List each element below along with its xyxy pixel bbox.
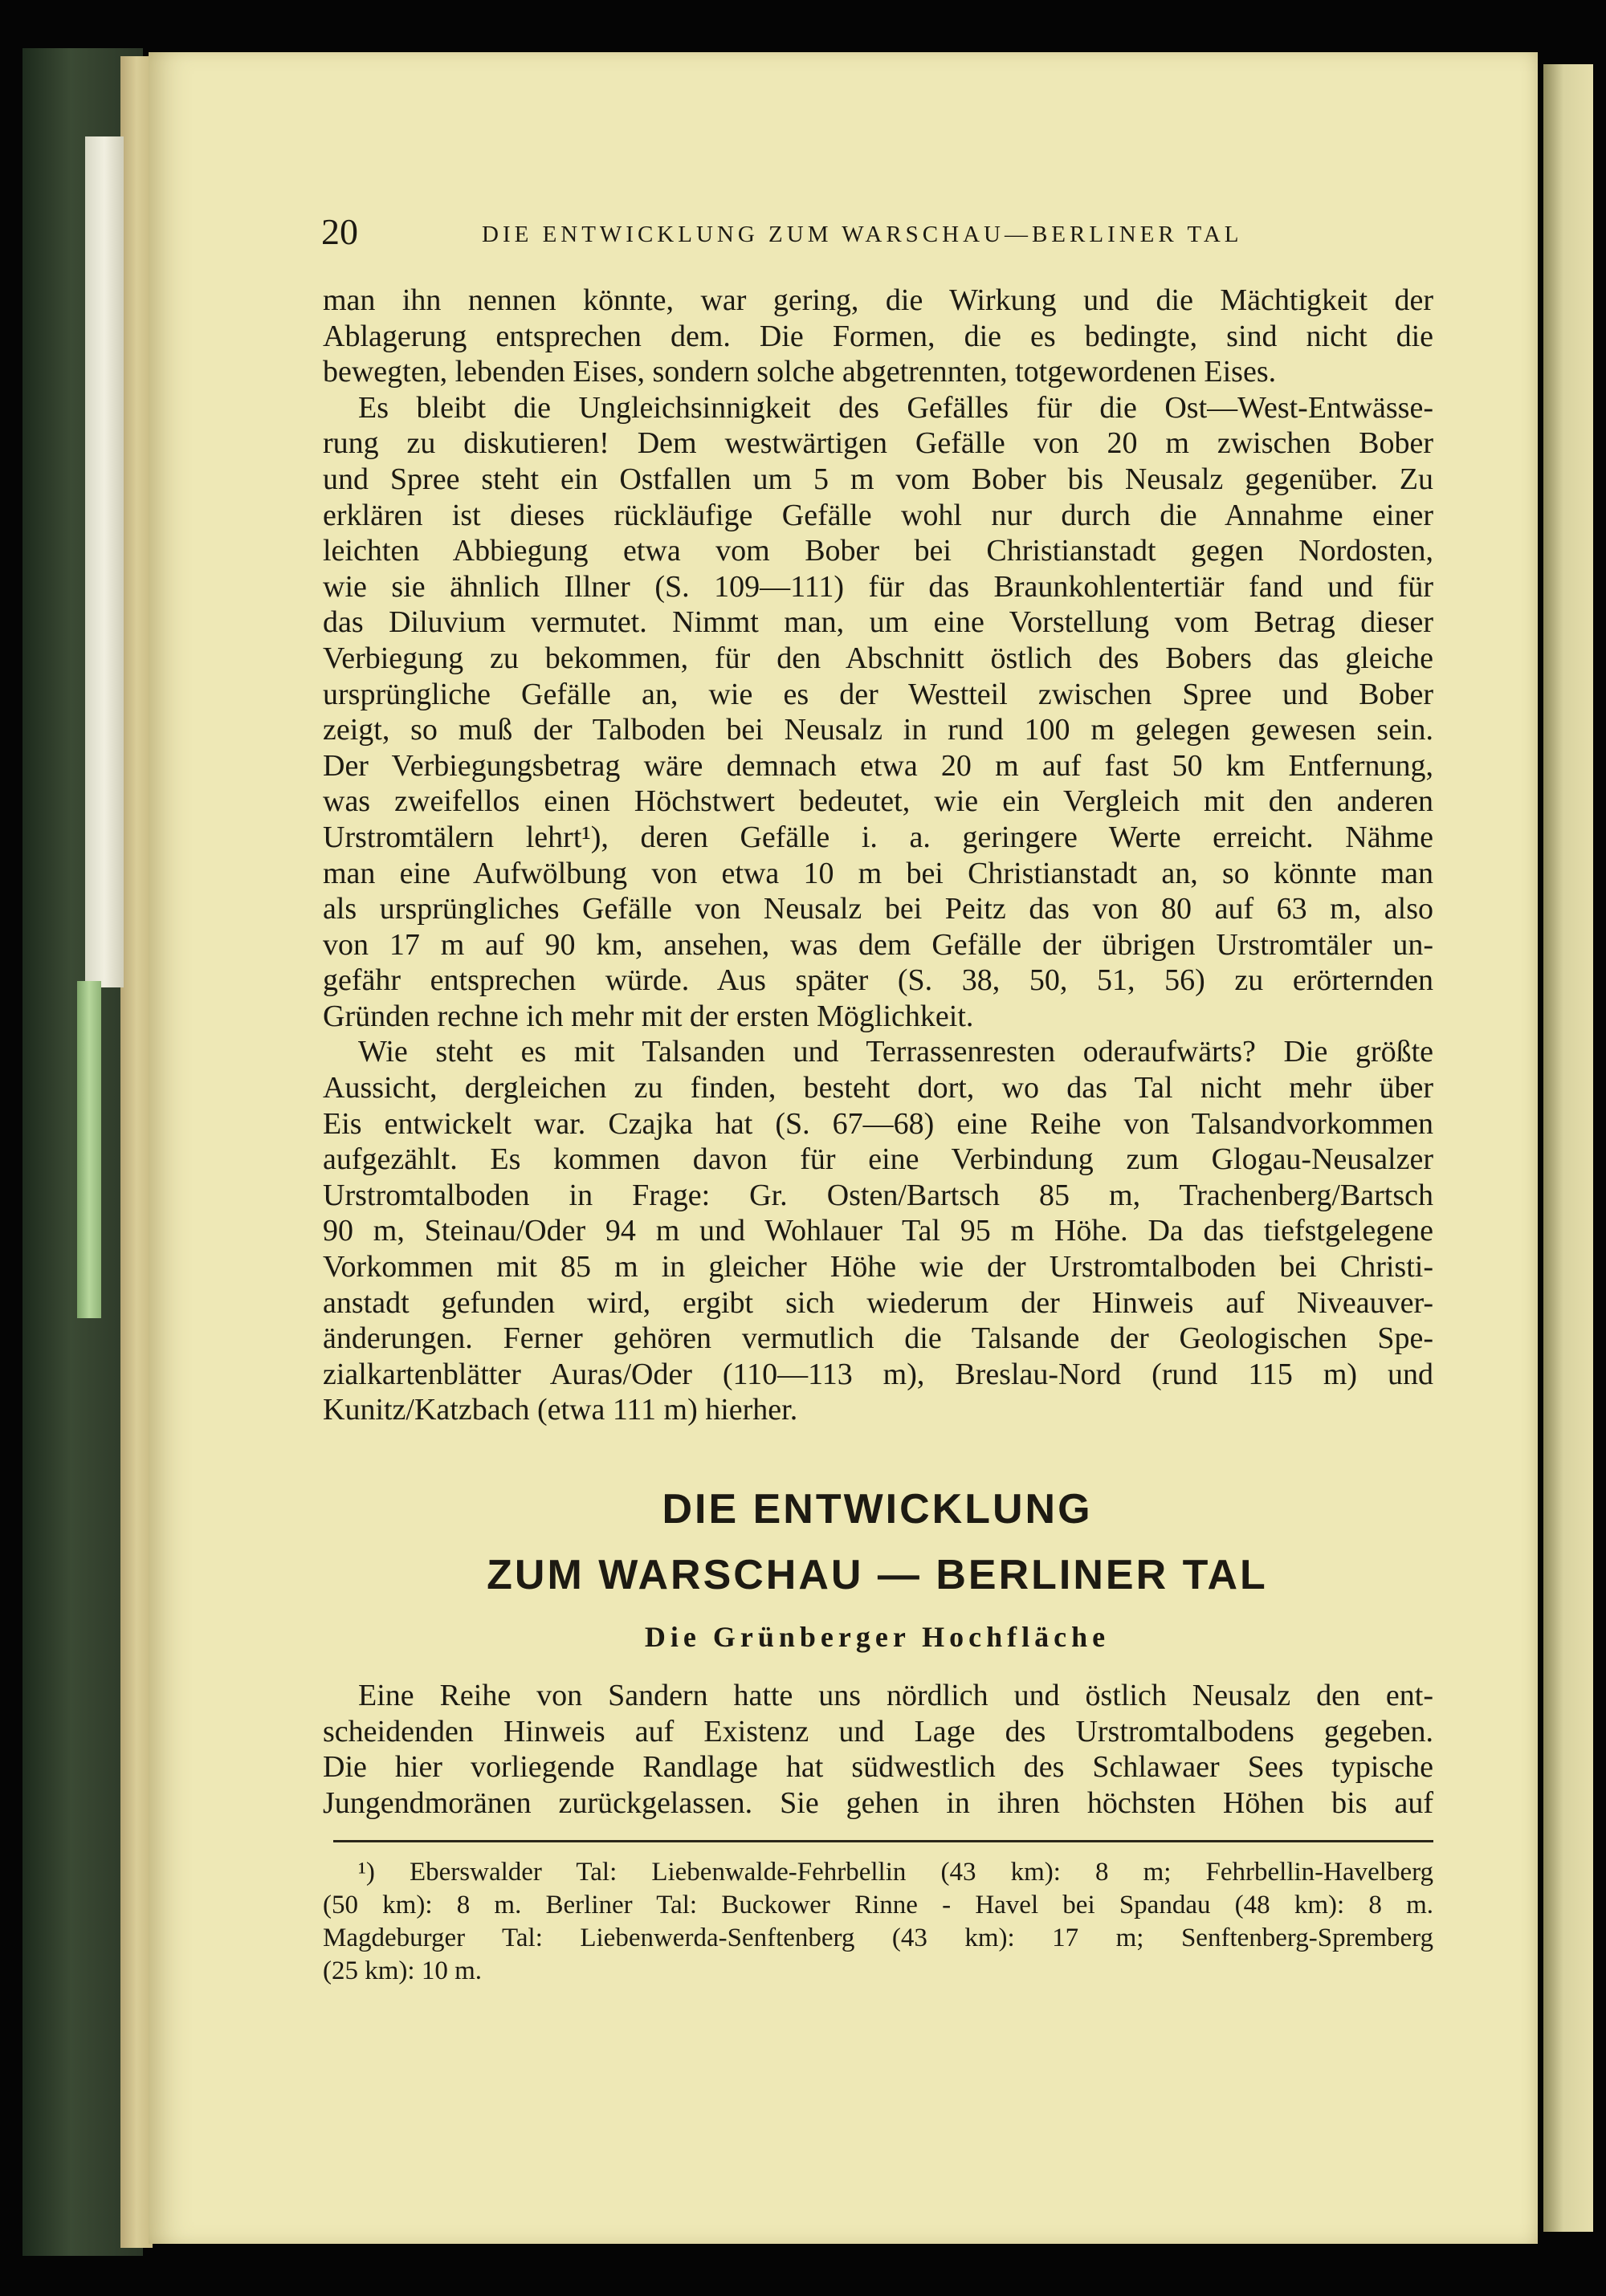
text-line: ursprüngliche Gefälle an, wie es der Westteil zwischen Spree und Bober [323, 677, 1433, 711]
footnote-rule [333, 1840, 1433, 1842]
text-line: Wie steht es mit Talsanden und Terrassenresten oderaufwärts? Die größte [358, 1035, 1433, 1069]
text-line: Ablagerung entsprechen dem. Die Formen, die es bedingte, sind nicht die [323, 319, 1433, 353]
text-line: man ihn nennen könnte, war gering, die Wirkung und die Mächtigkeit der [323, 283, 1433, 317]
text-line: Vorkommen mit 85 m in gleicher Höhe wie der Urstromtalboden bei Christi- [323, 1250, 1433, 1284]
binding-strip [85, 136, 124, 987]
text-line: Die hier vorliegende Randlage hat südwestlich des Schlawaer Sees typische [323, 1750, 1433, 1785]
chapter-title-line1: DIE ENTWICKLUNG [662, 1486, 1093, 1533]
chapter-title-line2: ZUM WARSCHAU — BERLINER TAL [487, 1552, 1268, 1598]
text-line: Es bleibt die Ungleichsinnigkeit des Gefälles für die Ost—West-Entwässe- [358, 390, 1433, 425]
text-line: ¹) Eberswalder Tal: Liebenwalde-Fehrbellin (43 km): 8 m; Fehrbellin-Havelberg [358, 1858, 1433, 1887]
text-line: Verbiegung zu bekommen, für den Abschnitt östlich des Bobers das gleiche [323, 641, 1433, 675]
text-line: Eine Reihe von Sandern hatte uns nördlich und östlich Neusalz den ent- [358, 1679, 1433, 1712]
text-line: (25 km): 10 m. [323, 1956, 482, 1985]
text-line: scheidenden Hinweis auf Existenz und Lage des Urstromtalbodens gegeben. [323, 1714, 1433, 1748]
footnote [323, 1856, 1433, 1988]
text-line: Aussicht, dergleichen zu finden, besteht dort, wo das Tal nicht mehr über [323, 1071, 1433, 1105]
text-line: (50 km): 8 m. Berliner Tal: Buckower Rinne - Havel bei Spandau (48 km): 8 m. [323, 1891, 1433, 1919]
text-line: Kunitz/Katzbach (etwa 111 m) hierher. [323, 1393, 798, 1427]
text-line: Urstromtalboden in Frage: Gr. Osten/Bartsch 85 m, Trachenberg/Bartsch [323, 1178, 1433, 1212]
text-line: Jungendmoränen zurückgelassen. Sie gehen in ihren höchsten Höhen bis auf [323, 1785, 1433, 1820]
running-head: DIE ENTWICKLUNG ZUM WARSCHAU—BERLINER TAL [482, 222, 1243, 247]
facing-page-edge [1543, 64, 1593, 2232]
text-line: man eine Aufwölbung von etwa 10 m bei Christianstadt an, so könnte man [323, 856, 1433, 890]
page-number: 20 [321, 211, 358, 252]
text-line: Eis entwickelt war. Czajka hat (S. 67—68) eine Reihe von Talsandvorkommen [323, 1106, 1433, 1141]
text-line: 90 m, Steinau/Oder 94 m und Wohlauer Tal 95 m Höhe. Da das tiefstgelegene [323, 1214, 1433, 1248]
text-line: aufgezählt. Es kommen davon für eine Verbindung zum Glogau-Neusalzer [323, 1142, 1433, 1177]
text-line: zialkartenblätter Auras/Oder (110—113 m), Breslau-Nord (rund 115 m) und [323, 1357, 1433, 1391]
text-line: Urstromtälern lehrt¹), deren Gefälle i. a. geringere Werte erreicht. Nähme [323, 820, 1433, 854]
text-line: und Spree steht ein Ostfallen um 5 m vom Bober bis Neusalz gegenüber. Zu [323, 462, 1433, 496]
text-line: gefähr entsprechen würde. Aus später (S. 38, 50, 51, 56) zu erörternden [323, 963, 1433, 998]
text-line: änderungen. Ferner gehören vermutlich die Talsande der Geologischen Spe- [323, 1321, 1433, 1356]
body-text-top [323, 283, 1433, 1428]
text-line: rung zu diskutieren! Dem westwärtigen Gefälle von 20 m zwischen Bober [323, 426, 1433, 461]
text-line: als ursprüngliches Gefälle von Neusalz bei Peitz das von 80 auf 63 m, also [323, 892, 1433, 926]
body-text-bottom [323, 1678, 1433, 1821]
text-line: anstadt gefunden wird, ergibt sich wiederum der Hinweis auf Niveauver- [323, 1285, 1433, 1320]
page-stack-edge [120, 56, 153, 2248]
text-line: bewegten, lebenden Eises, sondern solche abgetrennten, totgewordenen Eises. [323, 355, 1277, 389]
text-line: leichten Abbiegung etwa vom Bober bei Christianstadt gegen Nordosten, [323, 534, 1433, 568]
text-line: Gründen rechne ich mehr mit der ersten Möglichkeit. [323, 999, 974, 1033]
bookmark-tab [77, 981, 101, 1318]
text-line: zeigt, so muß der Talboden bei Neusalz in rund 100 m gelegen gewesen sein. [323, 713, 1433, 747]
text-line: Magdeburger Tal: Liebenwerda-Senftenberg (43 km): 17 m; Senftenberg-Spremberg [323, 1924, 1433, 1952]
section-title: Die Grünberger Hochfläche [644, 1621, 1111, 1653]
text-line: wie sie ähnlich Illner (S. 109—111) für das Braunkohlentertiär fand und für [323, 569, 1433, 604]
text-line: von 17 m auf 90 km, ansehen, was dem Gefälle der übrigen Urstromtäler un- [323, 927, 1433, 962]
text-line: das Diluvium vermutet. Nimmt man, um eine Vorstellung vom Betrag dieser [323, 605, 1433, 640]
text-line: erklären ist dieses rückläufige Gefälle wohl nur durch die Annahme einer [323, 498, 1433, 532]
text-line: Der Verbiegungsbetrag wäre demnach etwa 20 m auf fast 50 km Entfernung, [323, 748, 1433, 783]
text-line: was zweifellos einen Höchstwert bedeutet, wie ein Vergleich mit den anderen [323, 784, 1433, 819]
